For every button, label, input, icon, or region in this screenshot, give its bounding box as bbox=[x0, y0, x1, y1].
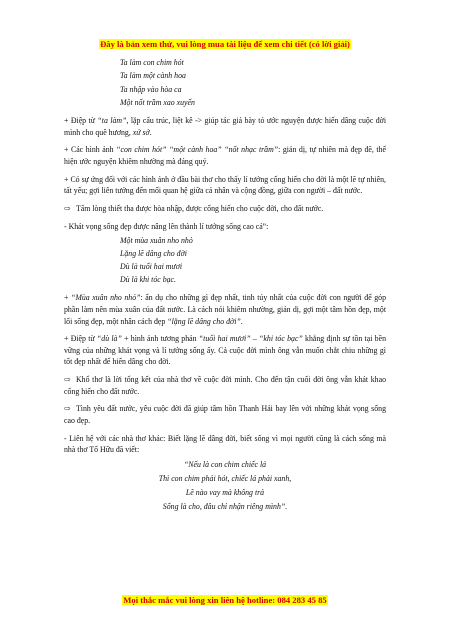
paragraph: + “Mùa xuân nho nhỏ”: ẩn dụ cho những gì đẹp nhất, tinh túy nhất của cuộc đời con người để góp phần làm nên mùa xuân của đất nước. Là cách nói khiêm nhường, giản dị, gợi một tâm hồn đẹp, một lối sống đẹp, một nhân cách đẹp “lặng lẽ dâng cho đời”. bbox=[64, 293, 386, 326]
document-body bbox=[64, 56, 386, 515]
arrow-icon: ⇨ bbox=[64, 404, 71, 414]
paragraph: + Điệp từ “ta làm”, lặp cấu trúc, liệt kê -> giúp tác giả bày tỏ ước nguyện được hiến dâng cuộc đời mình cho quê hương, xứ sở. bbox=[64, 116, 387, 137]
footer-notice: Mọi thắc mắc vui lòng xin liên hệ hotline: 084 283 45 85 bbox=[123, 595, 327, 605]
verse-block-2 bbox=[64, 234, 386, 286]
arrow-icon: ⇨ bbox=[64, 375, 71, 385]
verse-line: Sống là cho, đâu chỉ nhận riêng mình”. bbox=[162, 502, 288, 512]
verse-block-1 bbox=[64, 56, 386, 109]
arrow-icon: ⇨ bbox=[64, 204, 71, 214]
verse-line: Ta nhập vào hòa ca bbox=[120, 84, 182, 94]
paragraph: - Khát vọng sống đẹp được nâng lên thành lí tưởng sống cao cả”: bbox=[64, 221, 269, 231]
paragraph: ⇨ Tình yêu đất nước, yêu cuộc đời đã giúp tâm hồn Thanh Hải bay lên với những khát vọng sống cao đẹp. bbox=[64, 404, 386, 425]
verse-line: Dù là khi tóc bạc. bbox=[120, 275, 176, 285]
paragraph: ⇨ Tấm lòng thiết tha được hòa nhập, được cống hiến cho cuộc đời, cho đất nước. bbox=[64, 204, 324, 214]
verse-line: Dù là tuổi hai mươi bbox=[120, 262, 183, 272]
header-notice: Đây là bản xem thử, vui lòng mua tài liệu để xem chi tiết (có lời giải) bbox=[100, 39, 350, 49]
verse-line: Lẽ nào vay mà không trả bbox=[185, 488, 265, 498]
paragraph: + Các hình ảnh “con chim hót” “một cành hoa” “nốt nhạc trầm”: giản dị, tự nhiên mà đẹp đẽ, thể hiện ước nguyện khiêm nhường mà đáng quý. bbox=[64, 145, 386, 167]
verse-line: Lặng lẽ dâng cho đời bbox=[120, 249, 187, 259]
paragraph: + Điệp từ “dù là” + hình ảnh tương phản “tuổi hai mươi” – “khi tóc bạc” khẳng định sự tồn tại bền vững của những khát vọng và lí tưởng sống ấy. Cả cuộc đời mình ông vẫn muốn chắt chiu những gì tốt đẹp nhất để hiến dâng cho đời. bbox=[64, 334, 386, 367]
paragraph: ⇨ Khổ thơ là lời tổng kết của nhà thơ về cuộc đời mình. Cho đến tận cuối đời ông vẫn khát khao cống hiến cho đất nước. bbox=[64, 375, 386, 396]
paragraph: - Liên hệ với các nhà thơ khác: Biết lặng lẽ dâng đời, biết sống vì mọi người cũng là cách sống mà nhà thơ Tố Hữu đã viết: bbox=[64, 433, 386, 455]
verse-block-3 bbox=[64, 458, 386, 515]
verse-line: Ta làm con chim hót bbox=[120, 58, 184, 67]
verse-line: Một nốt trầm xao xuyến bbox=[120, 97, 195, 107]
verse-line: Ta làm một cành hoa bbox=[120, 71, 186, 81]
verse-line: Thì con chim phải hót, chiếc lá phải xanh, bbox=[158, 474, 292, 484]
verse-line: “Nếu là con chim chiếc lá bbox=[183, 459, 267, 469]
verse-line: Một mùa xuân nho nhỏ bbox=[120, 236, 193, 246]
paragraph: + Có sự ứng đối với các hình ảnh ở đầu bài thơ cho thấy lí tưởng cống hiến cho đời là một lẽ tự nhiên, tất yếu; gợi liên tưởng đến mối quan hệ giữa cá nhân và cộng đồng, giữa con người – đất nước. bbox=[64, 174, 386, 196]
